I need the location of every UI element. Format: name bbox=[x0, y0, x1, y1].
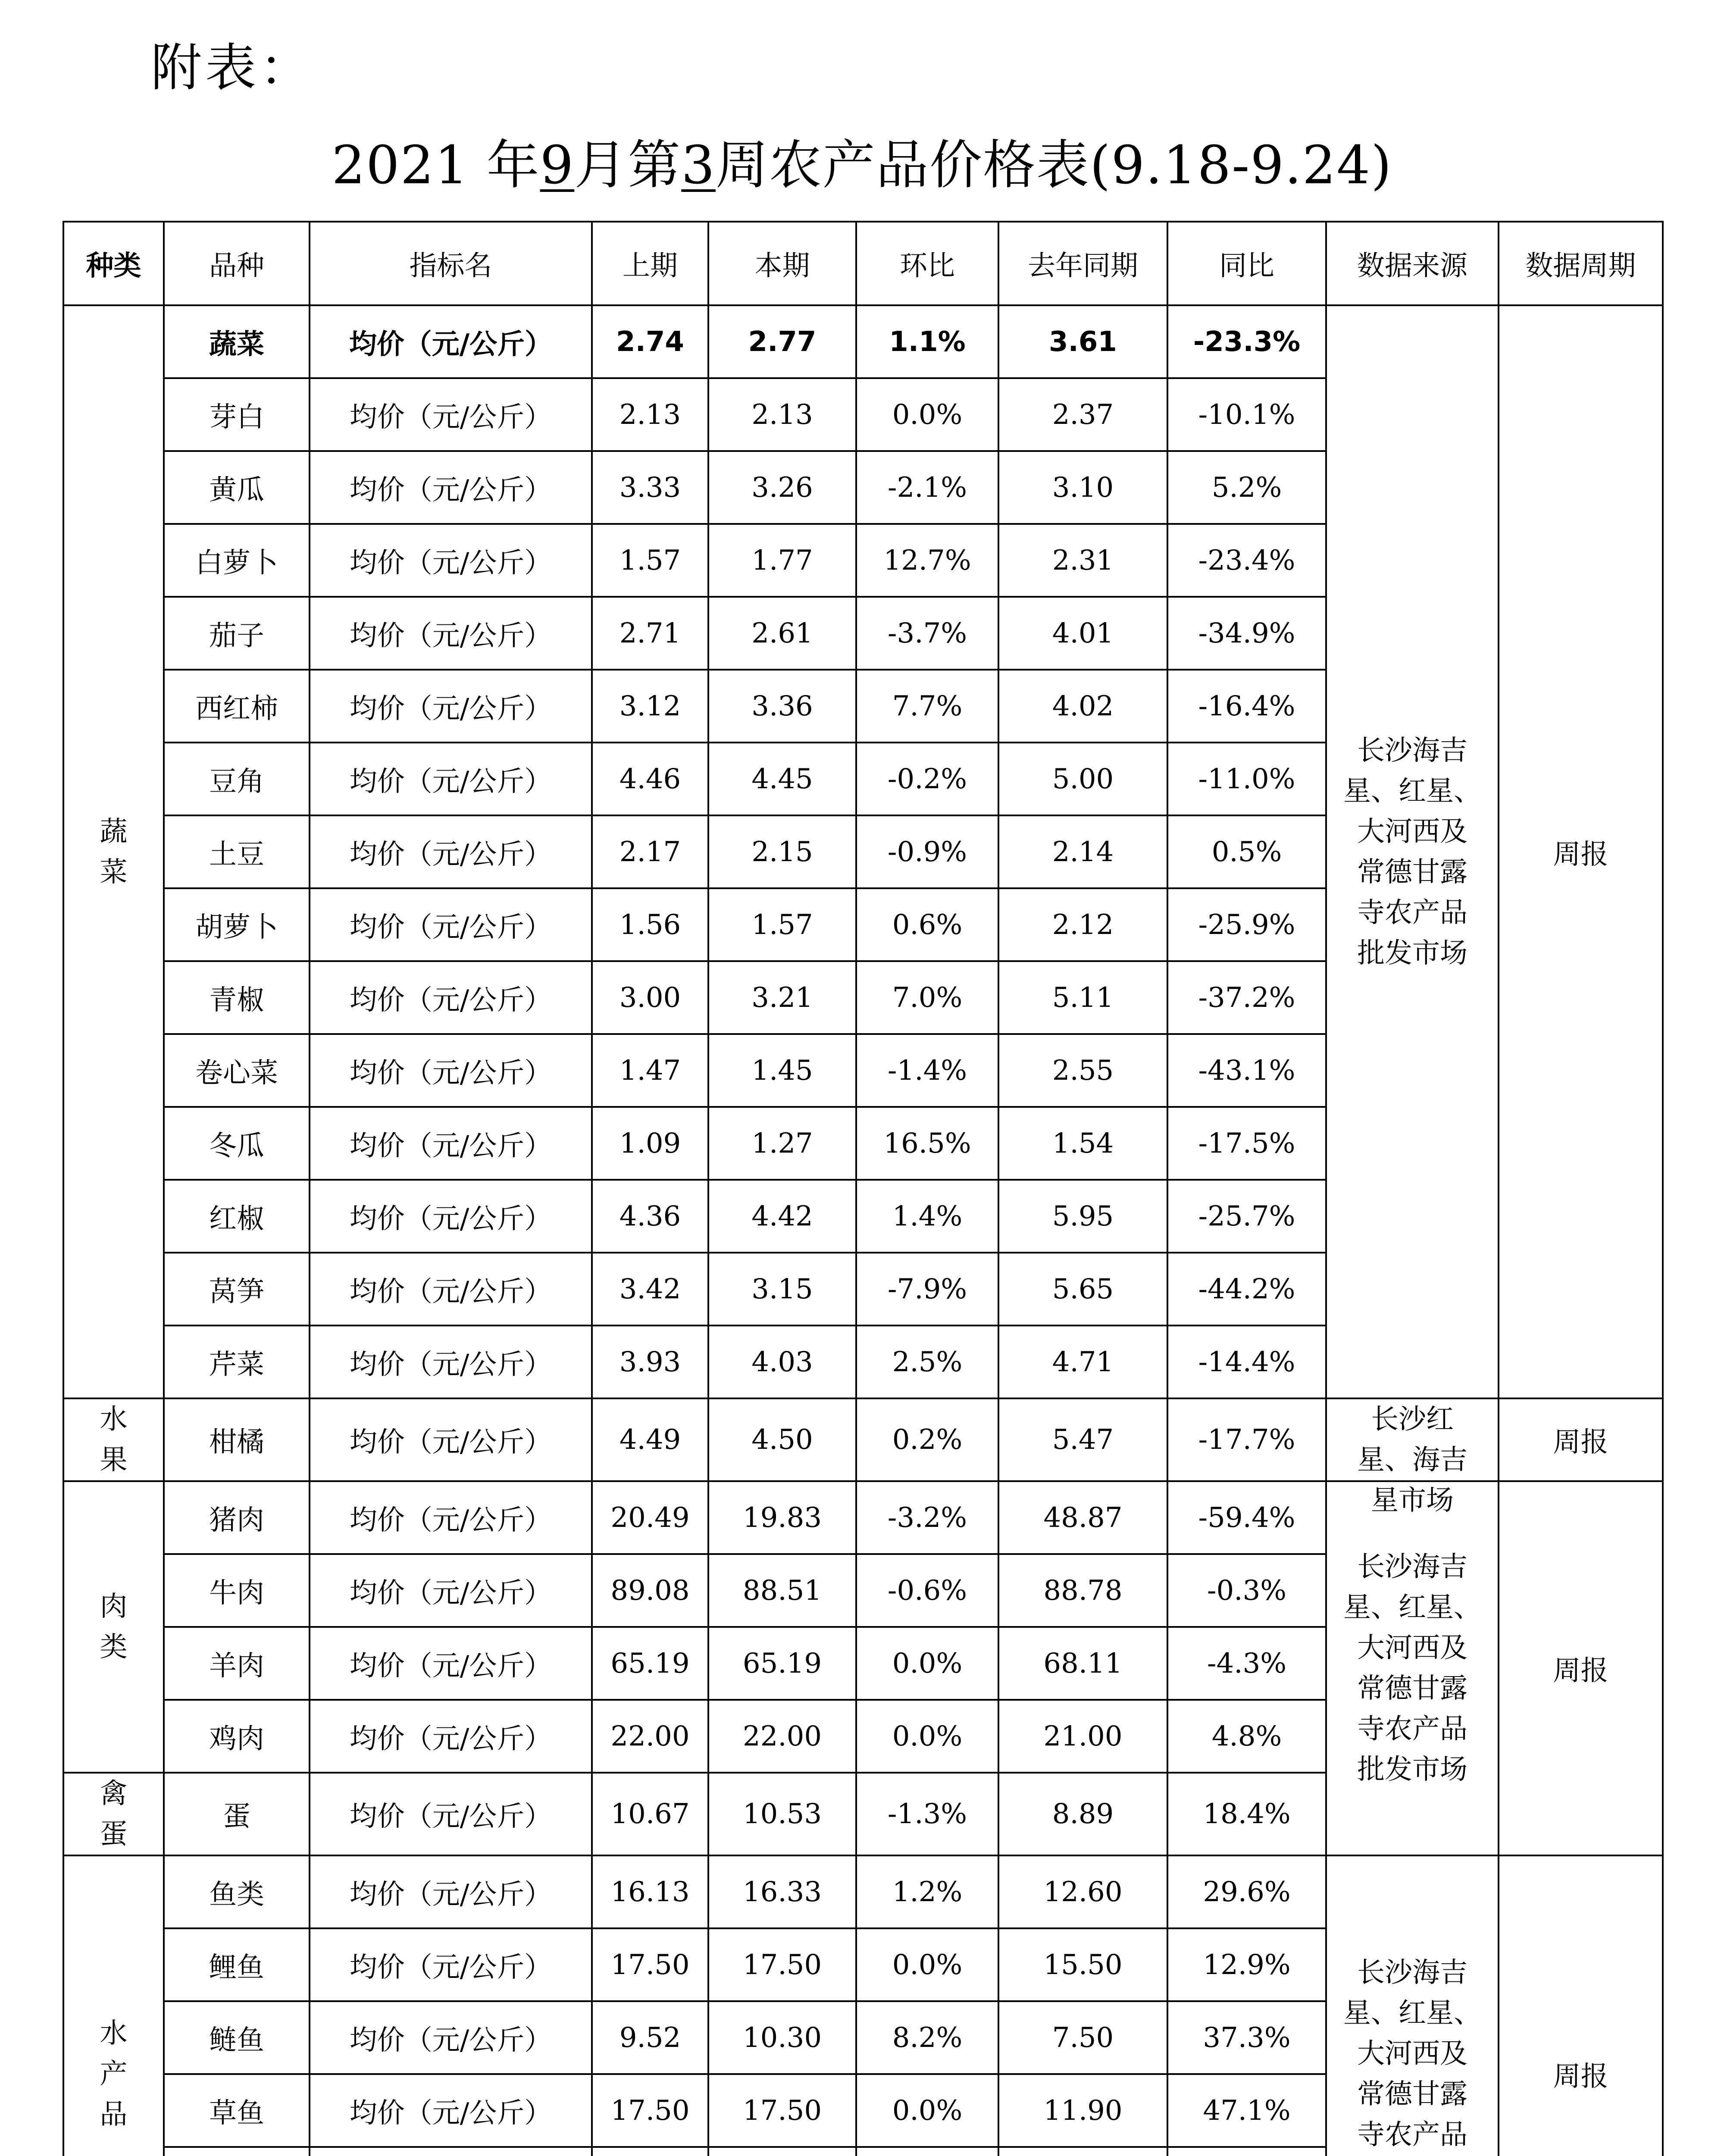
table-row bbox=[63, 1398, 1663, 1481]
mom-cell: 1.4% bbox=[856, 1180, 998, 1253]
title-mid: 月第 bbox=[574, 135, 682, 196]
variety-cell: 蔬菜 bbox=[164, 305, 310, 378]
last-year-cell: 1.54 bbox=[998, 1107, 1167, 1180]
mom-cell: 16.5% bbox=[856, 1107, 998, 1180]
yoy-cell: -44.2% bbox=[1167, 1253, 1326, 1326]
last-year-cell: 4.01 bbox=[998, 597, 1167, 670]
variety-cell: 青椒 bbox=[164, 961, 310, 1034]
variety-cell: 土豆 bbox=[164, 815, 310, 888]
indicator-cell: 均价（元/公斤） bbox=[310, 961, 592, 1034]
title-month: 9 bbox=[540, 135, 575, 196]
variety-cell: 蛋 bbox=[164, 1773, 310, 1855]
indicator-cell: 均价（元/公斤） bbox=[310, 1107, 592, 1180]
current-cell: 2.15 bbox=[708, 815, 856, 888]
mom-cell: 1.2% bbox=[856, 1855, 998, 1928]
mom-cell: 0.0% bbox=[856, 378, 998, 451]
mom-cell: 0.0% bbox=[856, 1627, 998, 1700]
last-year-cell: 8.89 bbox=[998, 1773, 1167, 1855]
previous-cell: 1.47 bbox=[592, 1034, 708, 1107]
indicator-cell: 均价（元/公斤） bbox=[310, 524, 592, 597]
previous-cell: 2.74 bbox=[592, 305, 708, 378]
indicator-cell: 均价（元/公斤） bbox=[310, 1627, 592, 1700]
category-cell-fruit: 水 果 bbox=[63, 1398, 164, 1481]
mom-cell: 2.5% bbox=[856, 1326, 998, 1398]
mom-cell: 0.2% bbox=[856, 1398, 998, 1481]
previous-cell: 17.50 bbox=[592, 2074, 708, 2147]
last-year-cell: 21.00 bbox=[998, 1700, 1167, 1773]
previous-cell: 3.00 bbox=[592, 961, 708, 1034]
last-year-cell: 3.10 bbox=[998, 451, 1167, 524]
source-cell-meat bbox=[1326, 1481, 1499, 1855]
yoy-cell: -10.1% bbox=[1167, 378, 1326, 451]
previous-cell: 20.49 bbox=[592, 1481, 708, 1554]
indicator-cell: 均价（元/公斤） bbox=[310, 1180, 592, 1253]
variety-cell: 莴笋 bbox=[164, 1253, 310, 1326]
variety-cell: 卷心菜 bbox=[164, 1034, 310, 1107]
header-indicator: 指标名 bbox=[310, 222, 592, 305]
annex-label: 附表： bbox=[151, 38, 314, 97]
last-year-cell: 2.31 bbox=[998, 524, 1167, 597]
yoy-cell: -37.2% bbox=[1167, 961, 1326, 1034]
current-cell: 16.33 bbox=[708, 1855, 856, 1928]
previous-cell: 4.36 bbox=[592, 1180, 708, 1253]
category-cell-egg: 禽 蛋 bbox=[63, 1773, 164, 1855]
previous-cell: 1.56 bbox=[592, 888, 708, 961]
category-cell-veg: 蔬 菜 bbox=[63, 305, 164, 1398]
yoy-cell: 18.4% bbox=[1167, 1773, 1326, 1855]
yoy-cell: -59.4% bbox=[1167, 1481, 1326, 1554]
table-body bbox=[63, 305, 1663, 2156]
yoy-cell: 0.5% bbox=[1167, 815, 1326, 888]
indicator-cell: 均价（元/公斤） bbox=[310, 2074, 592, 2147]
indicator-cell: 均价（元/公斤） bbox=[310, 1034, 592, 1107]
variety-cell: 冬瓜 bbox=[164, 1107, 310, 1180]
current-cell: 17.50 bbox=[708, 2074, 856, 2147]
table-row bbox=[63, 305, 1663, 378]
header-category: 种类 bbox=[63, 222, 164, 305]
mom-cell: 7.7% bbox=[856, 670, 998, 743]
variety-cell: 西红柿 bbox=[164, 670, 310, 743]
variety-cell: 猪肉 bbox=[164, 1481, 310, 1554]
mom-cell: -1.3% bbox=[856, 1773, 998, 1855]
title-suffix: 周农产品价格表(9.18-9.24) bbox=[715, 135, 1392, 196]
source-text: 长沙红 星、海吉 星市场 bbox=[1357, 1404, 1467, 1517]
yoy-cell: -25.9% bbox=[1167, 888, 1326, 961]
variety-cell: 鸡肉 bbox=[164, 1700, 310, 1773]
current-cell: 3.15 bbox=[708, 1253, 856, 1326]
current-cell: 2.77 bbox=[708, 305, 856, 378]
mom-cell: 12.7% bbox=[856, 524, 998, 597]
indicator-cell: 均价（元/公斤） bbox=[310, 451, 592, 524]
category-cell-meat: 肉 类 bbox=[63, 1481, 164, 1773]
variety-cell: 红椒 bbox=[164, 1180, 310, 1253]
variety-cell: 羊肉 bbox=[164, 1627, 310, 1700]
title-prefix: 2021 年 bbox=[332, 135, 540, 196]
source-text: 长沙海吉 星、红星、 大河西及 常德甘露 寺农产品 批发市场 bbox=[1343, 1551, 1481, 1786]
variety-cell: 茄子 bbox=[164, 597, 310, 670]
variety-cell: 柑橘 bbox=[164, 1398, 310, 1481]
variety-cell: 鲢鱼 bbox=[164, 2001, 310, 2074]
previous-cell: 22.00 bbox=[592, 1700, 708, 1773]
period-cell: 周报 bbox=[1499, 1398, 1663, 1481]
current-cell: 3.26 bbox=[708, 451, 856, 524]
current-cell bbox=[708, 2147, 856, 2156]
last-year-cell: 11.90 bbox=[998, 2074, 1167, 2147]
period-cell: 周报 bbox=[1499, 1481, 1663, 1855]
header-period: 数据周期 bbox=[1499, 222, 1663, 305]
previous-cell: 2.71 bbox=[592, 597, 708, 670]
mom-cell: -0.9% bbox=[856, 815, 998, 888]
variety-cell: 豆角 bbox=[164, 743, 310, 815]
previous-cell: 65.19 bbox=[592, 1627, 708, 1700]
yoy-cell bbox=[1167, 2147, 1326, 2156]
mom-cell: 0.6% bbox=[856, 888, 998, 961]
yoy-cell: 29.6% bbox=[1167, 1855, 1326, 1928]
previous-cell: 17.50 bbox=[592, 1928, 708, 2001]
mom-cell: 7.0% bbox=[856, 961, 998, 1034]
current-cell: 3.36 bbox=[708, 670, 856, 743]
previous-cell: 89.08 bbox=[592, 1554, 708, 1627]
yoy-cell: -14.4% bbox=[1167, 1326, 1326, 1398]
variety-cell bbox=[164, 2147, 310, 2156]
variety-cell: 草鱼 bbox=[164, 2074, 310, 2147]
last-year-cell: 5.11 bbox=[998, 961, 1167, 1034]
mom-cell: 1.1% bbox=[856, 305, 998, 378]
source-text: 长沙海吉 星、红星、 大河西及 常德甘露 寺农产品 bbox=[1343, 1957, 1481, 2151]
last-year-cell: 12.60 bbox=[998, 1855, 1167, 1928]
title-week: 3 bbox=[681, 135, 716, 196]
page-title bbox=[0, 123, 1724, 198]
indicator-cell: 均价（元/公斤） bbox=[310, 815, 592, 888]
current-cell: 2.61 bbox=[708, 597, 856, 670]
current-cell: 88.51 bbox=[708, 1554, 856, 1627]
header-last-year: 去年同期 bbox=[998, 222, 1167, 305]
mom-cell: -0.2% bbox=[856, 743, 998, 815]
previous-cell: 2.17 bbox=[592, 815, 708, 888]
period-cell: 周报 bbox=[1499, 1855, 1663, 2156]
indicator-cell: 均价（元/公斤） bbox=[310, 1326, 592, 1398]
indicator-cell: 均价（元/公斤） bbox=[310, 1773, 592, 1855]
yoy-cell: -17.5% bbox=[1167, 1107, 1326, 1180]
yoy-cell: -17.7% bbox=[1167, 1398, 1326, 1481]
last-year-cell: 88.78 bbox=[998, 1554, 1167, 1627]
source-cell-fruit bbox=[1326, 1398, 1499, 1517]
last-year-cell: 15.50 bbox=[998, 1928, 1167, 2001]
previous-cell: 4.49 bbox=[592, 1398, 708, 1481]
previous-cell: 3.33 bbox=[592, 451, 708, 524]
indicator-cell: 均价（元/公斤） bbox=[310, 1855, 592, 1928]
current-cell: 17.50 bbox=[708, 1928, 856, 2001]
mom-cell: 8.2% bbox=[856, 2001, 998, 2074]
current-cell: 10.53 bbox=[708, 1773, 856, 1855]
yoy-cell: 5.2% bbox=[1167, 451, 1326, 524]
yoy-cell: 37.3% bbox=[1167, 2001, 1326, 2074]
yoy-cell: 4.8% bbox=[1167, 1700, 1326, 1773]
indicator-cell: 均价（元/公斤） bbox=[310, 597, 592, 670]
last-year-cell: 5.65 bbox=[998, 1253, 1167, 1326]
yoy-cell: 12.9% bbox=[1167, 1928, 1326, 2001]
indicator-cell: 均价（元/公斤） bbox=[310, 2001, 592, 2074]
last-year-cell: 4.71 bbox=[998, 1326, 1167, 1398]
previous-cell: 1.09 bbox=[592, 1107, 708, 1180]
variety-cell: 黄瓜 bbox=[164, 451, 310, 524]
yoy-cell: 47.1% bbox=[1167, 2074, 1326, 2147]
current-cell: 2.13 bbox=[708, 378, 856, 451]
current-cell: 4.45 bbox=[708, 743, 856, 815]
last-year-cell: 5.95 bbox=[998, 1180, 1167, 1253]
last-year-cell: 7.50 bbox=[998, 2001, 1167, 2074]
indicator-cell: 均价（元/公斤） bbox=[310, 1481, 592, 1554]
previous-cell: 3.93 bbox=[592, 1326, 708, 1398]
last-year-cell: 5.47 bbox=[998, 1398, 1167, 1481]
current-cell: 3.21 bbox=[708, 961, 856, 1034]
yoy-cell: -16.4% bbox=[1167, 670, 1326, 743]
variety-cell: 芽白 bbox=[164, 378, 310, 451]
last-year-cell: 2.12 bbox=[998, 888, 1167, 961]
last-year-cell bbox=[998, 2147, 1167, 2156]
header-yoy: 同比 bbox=[1167, 222, 1326, 305]
header-mom: 环比 bbox=[856, 222, 998, 305]
indicator-cell: 均价（元/公斤） bbox=[310, 305, 592, 378]
period-cell: 周报 bbox=[1499, 305, 1663, 1398]
current-cell: 4.42 bbox=[708, 1180, 856, 1253]
last-year-cell: 2.37 bbox=[998, 378, 1167, 451]
mom-cell: 0.0% bbox=[856, 1928, 998, 2001]
indicator-cell: 均价（元/公斤） bbox=[310, 1928, 592, 2001]
yoy-cell: -11.0% bbox=[1167, 743, 1326, 815]
current-cell: 19.83 bbox=[708, 1481, 856, 1554]
source-text: 长沙海吉 星、红星、 大河西及 常德甘露 寺农产品 批发市场 bbox=[1343, 734, 1481, 969]
previous-cell bbox=[592, 2147, 708, 2156]
mom-cell bbox=[856, 2147, 998, 2156]
mom-cell: -3.2% bbox=[856, 1481, 998, 1554]
header-variety: 品种 bbox=[164, 222, 310, 305]
mom-cell: -3.7% bbox=[856, 597, 998, 670]
mom-cell: 0.0% bbox=[856, 1700, 998, 1773]
mom-cell: -7.9% bbox=[856, 1253, 998, 1326]
last-year-cell: 68.11 bbox=[998, 1627, 1167, 1700]
last-year-cell: 3.61 bbox=[998, 305, 1167, 378]
previous-cell: 4.46 bbox=[592, 743, 708, 815]
current-cell: 4.50 bbox=[708, 1398, 856, 1481]
indicator-cell: 均价（元/公斤） bbox=[310, 1554, 592, 1627]
header-previous: 上期 bbox=[592, 222, 708, 305]
last-year-cell: 5.00 bbox=[998, 743, 1167, 815]
yoy-cell: -4.3% bbox=[1167, 1627, 1326, 1700]
last-year-cell: 4.02 bbox=[998, 670, 1167, 743]
previous-cell: 9.52 bbox=[592, 2001, 708, 2074]
yoy-cell: -0.3% bbox=[1167, 1554, 1326, 1627]
previous-cell: 3.42 bbox=[592, 1253, 708, 1326]
indicator-cell: 均价（元/公斤） bbox=[310, 1398, 592, 1481]
variety-cell: 牛肉 bbox=[164, 1554, 310, 1627]
current-cell: 22.00 bbox=[708, 1700, 856, 1773]
variety-cell: 鱼类 bbox=[164, 1855, 310, 1928]
last-year-cell: 2.55 bbox=[998, 1034, 1167, 1107]
source-cell-aqua bbox=[1326, 1855, 1499, 2156]
indicator-cell: 均价（元/公斤） bbox=[310, 888, 592, 961]
yoy-cell: -25.7% bbox=[1167, 1180, 1326, 1253]
last-year-cell: 2.14 bbox=[998, 815, 1167, 888]
category-cell-aqua: 水 产 品 bbox=[63, 1855, 164, 2156]
mom-cell: 0.0% bbox=[856, 2074, 998, 2147]
price-table bbox=[63, 221, 1664, 2156]
current-cell: 1.57 bbox=[708, 888, 856, 961]
previous-cell: 10.67 bbox=[592, 1773, 708, 1855]
current-cell: 1.77 bbox=[708, 524, 856, 597]
previous-cell: 16.13 bbox=[592, 1855, 708, 1928]
current-cell: 4.03 bbox=[708, 1326, 856, 1398]
indicator-cell bbox=[310, 2147, 592, 2156]
variety-cell: 白萝卜 bbox=[164, 524, 310, 597]
indicator-cell: 均价（元/公斤） bbox=[310, 670, 592, 743]
variety-cell: 鲤鱼 bbox=[164, 1928, 310, 2001]
yoy-cell: -34.9% bbox=[1167, 597, 1326, 670]
previous-cell: 2.13 bbox=[592, 378, 708, 451]
header-current: 本期 bbox=[708, 222, 856, 305]
previous-cell: 3.12 bbox=[592, 670, 708, 743]
yoy-cell: -23.4% bbox=[1167, 524, 1326, 597]
header-row bbox=[63, 222, 1663, 305]
current-cell: 1.27 bbox=[708, 1107, 856, 1180]
current-cell: 65.19 bbox=[708, 1627, 856, 1700]
mom-cell: -2.1% bbox=[856, 451, 998, 524]
current-cell: 1.45 bbox=[708, 1034, 856, 1107]
variety-cell: 芹菜 bbox=[164, 1326, 310, 1398]
table-row bbox=[63, 1855, 1663, 1928]
indicator-cell: 均价（元/公斤） bbox=[310, 743, 592, 815]
source-cell-veg bbox=[1326, 305, 1499, 1398]
last-year-cell: 48.87 bbox=[998, 1481, 1167, 1554]
mom-cell: -1.4% bbox=[856, 1034, 998, 1107]
previous-cell: 1.57 bbox=[592, 524, 708, 597]
indicator-cell: 均价（元/公斤） bbox=[310, 378, 592, 451]
current-cell: 10.30 bbox=[708, 2001, 856, 2074]
yoy-cell: -23.3% bbox=[1167, 305, 1326, 378]
indicator-cell: 均价（元/公斤） bbox=[310, 1700, 592, 1773]
mom-cell: -0.6% bbox=[856, 1554, 998, 1627]
yoy-cell: -43.1% bbox=[1167, 1034, 1326, 1107]
indicator-cell: 均价（元/公斤） bbox=[310, 1253, 592, 1326]
header-source: 数据来源 bbox=[1326, 222, 1499, 305]
variety-cell: 胡萝卜 bbox=[164, 888, 310, 961]
